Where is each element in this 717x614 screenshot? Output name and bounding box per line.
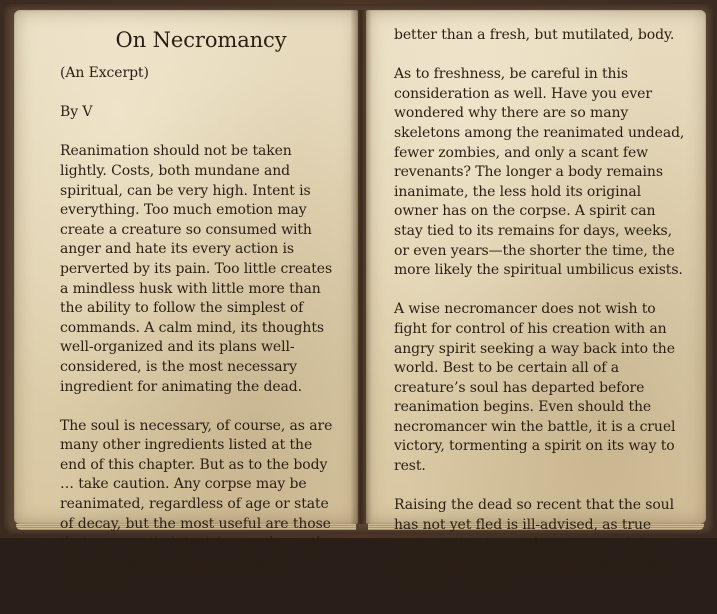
book-subtitle: (An Excerpt) [60, 65, 149, 81]
left-paragraph-2: The soul is necessary, of course, as are many other ingredients listed at the end of this chapter. But as to the body … take caution. Any corpse may be reanimated, regardless of age or state of decay, but the most useful are those that are mostly intact (or can be made intact with little effort). A whole skeleton is [60, 417, 333, 591]
right-paragraph-1: better than a fresh, but mutilated, body. [394, 27, 675, 43]
right-paragraph-4: Raising the dead so recent that the soul has not yet fled is ill-advised, as true resurrection is not the purview of the necromancer, but something best left to gods and priests. [394, 497, 675, 592]
right-page-content [394, 26, 688, 614]
left-page-content [60, 26, 342, 613]
left-page[interactable] [14, 10, 358, 591]
right-paragraph-2: As to freshness, be careful in this consideration as well. Have you ever wondered why there are so many skeletons among the reanimated undead, fewer zombies, and only a scant few revenants? The longer a body remains inanimate, the less hold its original owner has on the corpse. A spirit can stay tied to its remains for days, weeks, or even years—the shorter the time, the more likely the spiritual umbilicus exists. [394, 66, 685, 279]
book-author: By V [60, 104, 93, 121]
right-page[interactable] [366, 10, 706, 592]
book-title: On Necromancy [115, 28, 287, 52]
right-paragraph-3: A wise necromancer does not wish to fight for control of his creation with an angry spirit seeking a way back into the world. Best to be certain all of a creature’s soul has departed before reanimation begins. Even should the necromancer win the battle, it is a cruel victory, tormenting a spirit on its way to rest. [394, 301, 676, 475]
left-paragraph-1: Reanimation should not be taken lightly. Costs, both mundane and spiritual, can be very high. Intent is everything. Too much emotion may create a creature so consumed with anger and hate its every action is perverted by its pain. Too little creates a mindless husk with little more than the ability to follow the simplest of commands. A calm mind, its thoughts well-organized and its plans well-considered, is the most necessary ingredient for animating the dead. [60, 143, 333, 395]
